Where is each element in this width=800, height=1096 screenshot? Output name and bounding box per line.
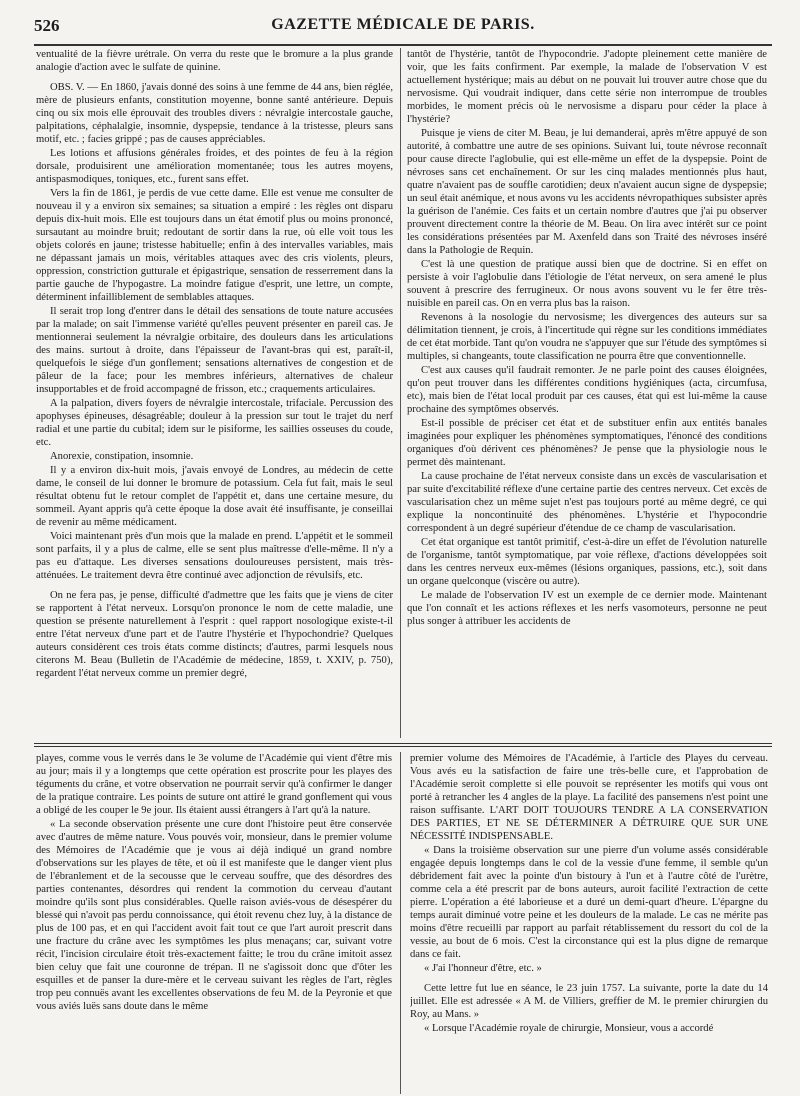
paragraph: Est-il possible de préciser cet état et de substituer enfin aux entités banales imaginées pour expliquer les phénomènes symptomatiques, l'énoncé des conditions organiques d'où dérivent ces phénomènes? Je pense que la physiologie nous le permet dès maintenant.: [407, 418, 767, 468]
paragraph: « La seconde observation présente une cure dont l'histoire peut être conservée avec d'autres de même nature. Vous pouvés voir, monsieur, dans le premier volume des Mémoires de l'Académie que je vous ai déjà indiqué un grand nombre d'observations sur les playes de tête, et où il est manifeste que le danger vient plus de l'ébranlement et de la secousse que le cerveau souffre, que des désordres des parties contenantes, désordres qui rendent la commotion du cerveau d'autant moindre qu'ils sont plus considérables. Quelle raison aviés-vous de désespérer du blessé qui n'avoit pas perdu connoissance, qui étoit revenu chez luy, à la distance de plus de 100 pas, et en qui l'accident avoit fait tout ce que l'art auroit prescrit dans une fracture du crâne avec les symptômes les plus menaçans; car, suivant votre récit, l'incision circulaire étoit très-exactement faitte; le trou du crâne imitoit assez bien celuy que fait une couronne de trépan. Il ne s'agissoit donc que d'ôter les esquilles et de panser la dure-mère et le cerveau suivant les règles de l'art, règles trop peu connuës avant les excellentes observations de feu M. de la Peyronie et que vous aviés luës sans doute dans le même: [36, 819, 392, 1012]
column-divider-bottom: [400, 752, 401, 1094]
page-number: 526: [34, 16, 60, 35]
paragraph: Les lotions et affusions générales froides, et des pointes de feu à la région dorsale, produisirent une amélioration momentanée; tous les autres moyens, antispasmodiques, toniques, etc., furent sans effet.: [36, 148, 393, 185]
paragraph-italic-thesis: La cause prochaine de l'état nerveux consiste dans un excès de vascularisation et par suite d'excitabilité réflexe d'une certaine partie des centres nerveux. Cet excès de vascularisation chez un même sujet n'est pas toujours porté au même degré, ce qui explique la noncontinuité des phénomènes. L'hystérie et l'hypocondrie correspondent à un degré supérieur d'étendue de ce champ de vascularisation.: [407, 471, 767, 534]
paragraph: Le malade de l'observation IV est un exemple de ce dernier mode. Maintenant que l'on connaît et les actions réflexes et les nerfs vasomoteurs, personne ne peut plus songer à attribuer les accidents de: [407, 590, 767, 627]
paragraph: « J'ai l'honneur d'être, etc. »: [424, 963, 542, 974]
paragraph: C'est là une question de pratique aussi bien que de doctrine. Si en effet on persiste à voir l'aglobulie dans l'étiologie de l'état nerveux, on sera amené le plus souvent à prescrire des ferrugineux. Or nous avons souvent vu le fer être très-nuisible en pareil cas. On en verra plus bas la raison.: [407, 259, 767, 309]
header-rule: [34, 44, 772, 46]
paragraph-obs-v: OBS. V. — En 1860, j'avais donné des soins à une femme de 44 ans, bien réglée, mère de plusieurs enfants, constitution moyenne, bonne santé antérieure. Depuis cinq ou six mois elle éprouvait des troubles divers : névralgie intercostale gauche, palpitations, céphalalgie, insomnie, dyspepsie, tendance à la tristesse, pleurs sans motif, etc. ; facies grippé ; pas de causes appréciables.: [36, 82, 393, 145]
paragraph: A la palpation, divers foyers de névralgie intercostale, trifaciale. Percussion des apophyses épineuses, désagréable; douleur à la pression sur tout le trajet du nerf radial et une partie du cubital; idem sur le pisiforme, les saillies osseuses du coude, etc.: [36, 398, 393, 448]
paragraph: premier volume des Mémoires de l'Académie, à l'article des Playes du cerveau. Vous avés eu la satisfaction de faire une très-belle cure, et l'approbation de l'Académie seroit complette si elle pouvoit se représenter les motifs qui vous ont porté à retrancher les 4 angles de la playe. La facilité des pansemens n'est point une raison suffisante. L'ART DOIT TOUJOURS TENDRE A LA CONSERVATION DES PARTIES, ET NE SE DÉTERMINER A DÉTRUIRE QUE SUR UNE NÉCESSITÉ INDISPENSABLE.: [410, 753, 768, 842]
paragraph: C'est aux causes qu'il faudrait remonter. Je ne parle point des causes éloignées, qu'on peut trouver dans les différentes conditions hygiéniques (acta, circumfusa, etc), mais bien de l'état local produit par ces causes, état qui est lui-même la cause prochaine des symptômes observés.: [407, 365, 767, 415]
paragraph: Vers la fin de 1861, je perdis de vue cette dame. Elle est venue me consulter de nouveau il y a environ six semaines; sa situation a empiré : les règles ont disparu depuis dix-huit mois. Elle est toujours dans un état émotif plus ou moins prononcé, sursautant au moindre bruit; redoutant de sortir dans la rue, où elle voit tous les objets colorés en jaune; tristesse habituelle; enfin à des intervalles variables, mais ne dépassant jamais un mois, véritables attaques avec des cris violents, pleurs, oppression, constriction gutturale et épigastrique, sensation de resserrement dans la partie gauche de l'hypogastre. La moindre fatigue d'esprit, une lettre, un compte, déterminent infailliblement de semblables attaques.: [36, 188, 393, 303]
paragraph: tantôt de l'hystérie, tantôt de l'hypocondrie. J'adopte pleinement cette manière de voir, que les faits confirment. Par exemple, la malade de l'observation V est actuellement hystérique; mais au début on ne pouvait lui trouver autre chose que du nervosisme. Qui voudrait indiquer, dans cette série non interrompue de troubles morbides, le moment précis où le nervosisme a disparu pour céder la place à l'hystérie?: [407, 49, 767, 125]
column-2-top-right: [407, 48, 767, 738]
journal-title: GAZETTE MÉDICALE DE PARIS.: [271, 16, 535, 33]
paragraph: Cet état organique est tantôt primitif, c'est-à-dire un effet de l'évolution naturelle de l'organisme, tantôt symptomatique, par voie réflexe, d'actions développées soit dans les centres nerveux eux-mêmes (lésions organiques, passions, etc.), soit dans un organe quelconque (viscère ou autre).: [407, 537, 767, 587]
paragraph: « Lorsque l'Académie royale de chirurgie, Monsieur, vous a accordé: [424, 1023, 714, 1034]
section-rule: [34, 743, 772, 744]
paragraph: playes, comme vous le verrés dans le 3e volume de l'Académie qui vient d'être mis au jour; mais il y a longtemps que cette opération est proscrite pour les playes des téguments du crâne, et votre observation ne pourrait servir qu'à confirmer le danger de la pratique contraire. Les points de suture ont attiré le grand gonflement qui vous a obligé de les couper le 9e jour. Ils étaient aussi étrangers à l'art qu'à la nature.: [36, 753, 392, 816]
column-3-bottom-left: [36, 752, 392, 1094]
column-4-bottom-right: [410, 752, 768, 1094]
paragraph: Puisque je viens de citer M. Beau, je lui demanderai, après m'être appuyé de son autorité, à combattre une autre de ses opinions. Suivant lui, toute névrose reconnaît pour cause directe l'aglobulie, qui est elle-même un effet de la dyspepsie. Point de névroses sans cet enchaînement. Or sur les cinq malades mentionnés plus haut, quatre n'avaient pas de souffle carotidien; deux n'avaient aucun signe de dyspepsie; un seul était anémique, et nous avons vu les accidents névropathiques subsister après la guérison de l'anémie. Ces faits et un certain nombre d'autres que j'ai pu observer prouvent directement contre la théorie de M. Beau. On lira avec intérêt sur ce point les considérations présentées par M. Axenfeld dans son Traité des névroses inséré dans la Pathologie de Requin.: [407, 128, 767, 256]
paragraph: Il y a environ dix-huit mois, j'avais envoyé de Londres, au médecin de cette dame, le conseil de lui donner le bromure de potassium. Cela fut fait, mais le seul résultat obtenu fut le retour complet de l'appétit et, dans une certaine mesure, du sommeil. Ayant appris qu'à cette époque la dose avait été insuffisante, je conseillai de revenir au même médicament.: [36, 465, 393, 528]
paragraph: Revenons à la nosologie du nervosisme; les divergences des auteurs sur sa délimitation tiennent, je crois, à l'incertitude qui règne sur les conditions immédiates de cet état morbide. Tant qu'on voudra ne s'appuyer que sur l'étude des symptômes si multiples, si changeants, toute classification ne pourra être que conventionnelle.: [407, 312, 767, 362]
paragraph: ventualité de la fièvre urétrale. On verra du reste que le bromure a la plus grande analogie d'action avec le sulfate de quinine.: [36, 49, 393, 73]
page-header: [34, 14, 772, 40]
paragraph: Cette lettre fut lue en séance, le 23 juin 1757. La suivante, porte la date du 14 juillet. Elle est adressée « A M. de Villiers, greffier de M. le premier chirurgien du Roy, au Mans. »: [410, 983, 768, 1020]
section-rule-double: [34, 746, 772, 747]
column-1-top-left: [36, 48, 393, 738]
paragraph: Voici maintenant près d'un mois que la malade en prend. L'appétit et le sommeil sont parfaits, il y a plus de calme, elle se sent plus maîtresse d'elle-même. Il n'y a pas eu d'attaque. Les diverses sensations douloureuses persistent, mais très-atténuées. Le traitement devra être continué avec adjonction de révulsifs, etc.: [36, 531, 393, 581]
paragraph: Il serait trop long d'entrer dans le détail des sensations de toute nature accusées par la malade; on sait l'immense variété qu'elles peuvent présenter en pareil cas. Je mentionnerai seulement la névralgie orbitaire, des douleurs dans les articulations des mains. surtout à droite, dans l'épaisseur de l'avant-bras qui est, paraît-il, quelquefois le siége d'un gonflement; sensations alternatives de congestion et de pâleur de la face; pour les membres inférieurs, alternatives de chaleur insupportables et de froid accompagné de frisson, etc.; craquements articulaires.: [36, 306, 393, 395]
paragraph: On ne fera pas, je pense, difficulté d'admettre que les faits que je viens de citer se rapportent à l'état nerveux. Lorsqu'on prononce le nom de cette maladie, une question se présente naturellement à l'esprit : quel rapport nosologique existe-t-il entre l'état nerveux d'une part et de l'autre l'hystérie et l'hypochondrie? Quelques auteurs considèrent ces trois états comme distincts; d'autres, parmi lesquels nous citerons M. Beau (Bulletin de l'Académie de médecine, 1859, t. XXIV, p. 750), regardent l'état nerveux comme un premier degré,: [36, 590, 393, 679]
paragraph: Anorexie, constipation, insomnie.: [50, 451, 194, 462]
paragraph: « Dans la troisième observation sur une pierre d'un volume assés considérable engagée depuis longtemps dans le col de la vessie d'une femme, il semble qu'un débridement fait avec la pointe d'un bistoury à l'un et à l'autre côté de l'urètre, comme cela a été prescrit par de bons auteurs, auroit facilité l'extraction de cette pierre. L'opération a été laborieuse et a duré un demi-quart d'heure. L'épargne du temps aurait diminué votre peine et les douleurs de la malade. Le cas ne mérite pas moins d'être recueilli par rapport au parfait rétablissement du ressort du col de la vessie, au bout de 6 mois. C'est la circonstance qui est la plus digne de remarque dans ce fait.: [410, 845, 768, 960]
column-divider: [400, 48, 401, 738]
